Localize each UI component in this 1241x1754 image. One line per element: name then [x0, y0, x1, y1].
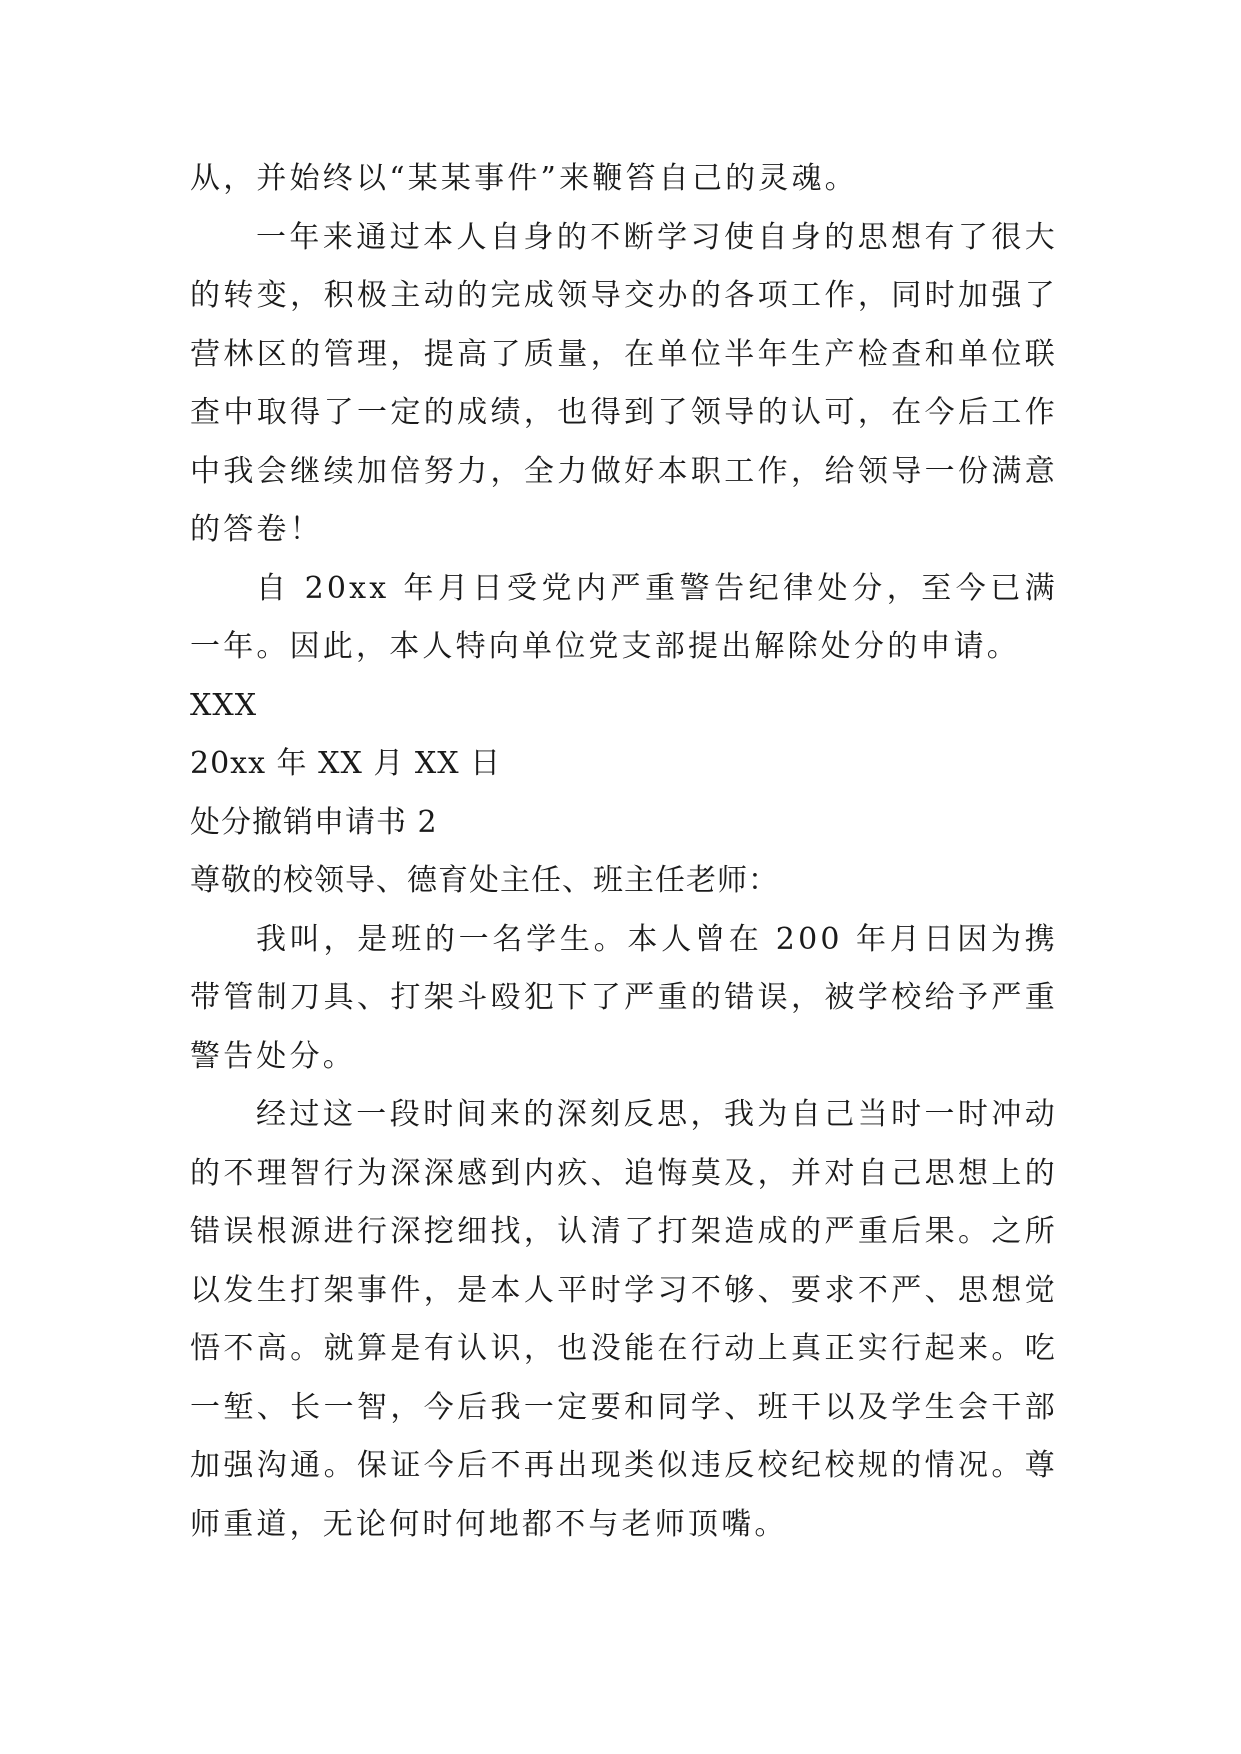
- document-body: [190, 150, 1058, 1554]
- paragraph-request: 自 20xx 年月日受党内严重警告纪律处分，至今已满一年。因此，本人特向单位党支部提出解除处分的申请。: [190, 570, 1058, 664]
- paragraph-reflection: 经过这一段时间来的深刻反思，我为自己当时一时冲动的不理智行为深深感到内疚、追悔莫及，并对自己思想上的错误根源进行深挖细找，认清了打架造成的严重后果。之所以发生打架事件，是本人平时学习不够、要求不严、思想觉悟不高。就算是有认识，也没能在行动上真正实行起来。吃一堑、长一智，今后我一定要和同学、班干以及学生会干部加强沟通。保证今后不再出现类似违反校纪校规的情况。尊师重道，无论何时何地都不与老师顶嘴。: [190, 1097, 1058, 1542]
- paragraph-continuation: 从，并始终以“某某事件”来鞭笞自己的灵魂。: [190, 161, 858, 196]
- signature-date: 20xx 年 XX 月 XX 日: [190, 746, 502, 781]
- signature-name: XXX: [190, 687, 258, 723]
- section-title: 处分撤销申请书 2: [190, 804, 438, 840]
- paragraph-introduction: 我叫，是班的一名学生。本人曾在 200 年月日因为携带管制刀具、打架斗殴犯下了严重的错误，被学校给予严重警告处分。: [190, 921, 1058, 1074]
- paragraph-year-summary: 一年来通过本人自身的不断学习使自身的思想有了很大的转变，积极主动的完成领导交办的各项工作，同时加强了营林区的管理，提高了质量，在单位半年生产检查和单位联查中取得了一定的成绩，也得到了领导的认可，在今后工作中我会继续加倍努力，全力做好本职工作，给领导一份满意的答卷！: [190, 219, 1058, 547]
- salutation: 尊敬的校领导、德育处主任、班主任老师：: [190, 863, 779, 898]
